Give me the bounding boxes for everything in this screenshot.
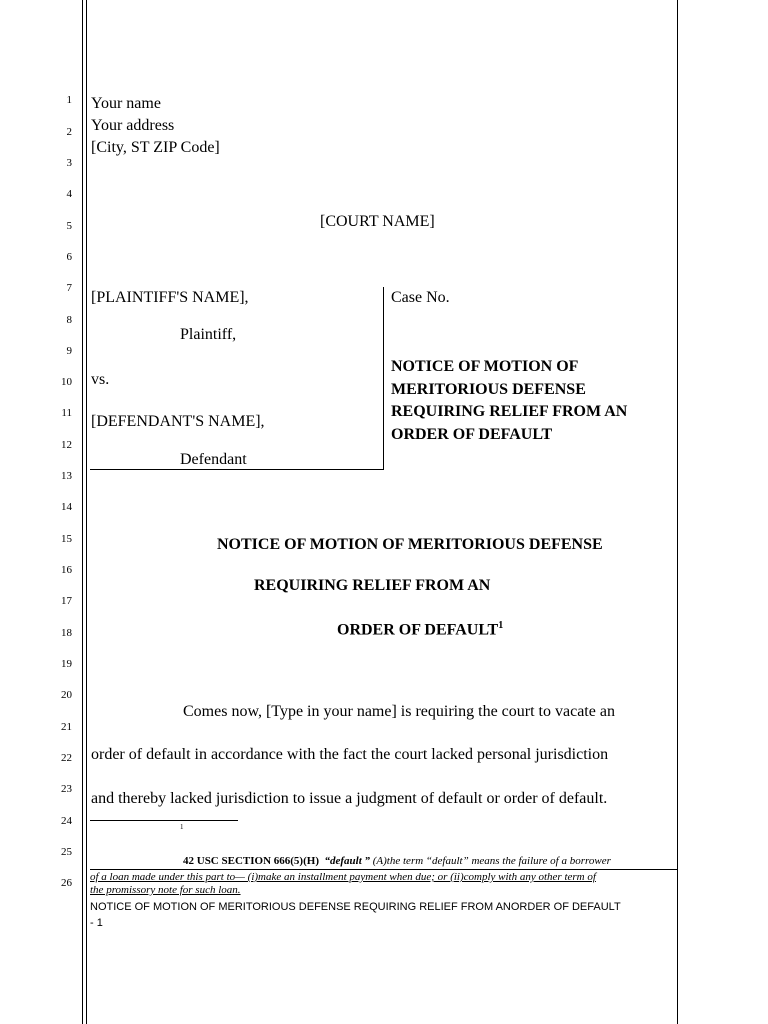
title-line-1: NOTICE OF MOTION OF MERITORIOUS DEFENSE xyxy=(217,536,603,553)
line-number: 23 xyxy=(61,783,72,795)
footnote-line-1 xyxy=(183,855,611,867)
title-line-2: REQUIRING RELIEF FROM AN xyxy=(254,577,491,594)
line-number: 12 xyxy=(61,439,72,451)
defendant-name: [DEFENDANT'S NAME], xyxy=(91,413,265,430)
line-number: 11 xyxy=(61,407,72,419)
body-line-3: and thereby lacked jurisdiction to issue a judgment of default or order of default. xyxy=(91,790,608,807)
title-line-3 xyxy=(337,620,503,639)
line-number: 25 xyxy=(61,846,72,858)
party-city-state-zip: [City, ST ZIP Code] xyxy=(91,139,220,156)
line-number: 2 xyxy=(66,126,72,138)
left-margin-rule-inner xyxy=(86,0,87,1024)
caption-bottom-rule xyxy=(90,469,384,470)
line-number: 4 xyxy=(66,188,72,200)
plaintiff-role: Plaintiff, xyxy=(180,326,237,343)
footnote-text-1: (A)the term “default” means the failure of a borrower xyxy=(372,855,611,867)
line-number: 26 xyxy=(61,877,72,889)
line-number: 6 xyxy=(66,251,72,263)
line-number: 7 xyxy=(66,282,72,294)
body-line-2: order of default in accordance with the fact the court lacked personal jurisdiction xyxy=(91,746,609,763)
footnote-rule xyxy=(90,869,677,870)
line-number: 5 xyxy=(66,220,72,232)
page-number: - 1 xyxy=(90,917,103,929)
line-number: 15 xyxy=(61,533,72,545)
line-number: 3 xyxy=(66,157,72,169)
caption-title-line: MERITORIOUS DEFENSE xyxy=(391,380,586,398)
caption-title-line: ORDER OF DEFAULT xyxy=(391,425,553,443)
line-number: 17 xyxy=(61,595,72,607)
footnote-marker: 1 xyxy=(180,823,184,831)
caption-vertical-divider xyxy=(383,287,384,470)
plaintiff-name: [PLAINTIFF'S NAME], xyxy=(91,289,249,306)
footnote-reference: 1 xyxy=(498,620,504,631)
line-number: 14 xyxy=(61,501,72,513)
footnote-term: “default ” xyxy=(324,855,371,867)
right-margin-rule xyxy=(677,0,678,1024)
footnote-separator xyxy=(90,820,238,821)
caption-title-line: NOTICE OF MOTION OF xyxy=(391,358,579,375)
line-number: 13 xyxy=(61,470,72,482)
body-line-1: Comes now, [Type in your name] is requiring the court to vacate an xyxy=(183,703,615,720)
versus-label: vs. xyxy=(91,371,110,388)
line-number: 1 xyxy=(66,94,72,106)
footnote-text-2: of a loan made under this part to— (i)make an installment payment when due; or (ii)comply with any other term of xyxy=(90,871,596,883)
case-number-label: Case No. xyxy=(391,289,450,306)
line-number: 18 xyxy=(61,627,72,639)
line-number: 19 xyxy=(61,658,72,670)
line-number: 8 xyxy=(66,314,72,326)
line-number: 9 xyxy=(66,345,72,357)
footnote-citation: 42 USC SECTION 666(5)(H) xyxy=(183,855,319,867)
line-number: 22 xyxy=(61,752,72,764)
footer-title: NOTICE OF MOTION OF MERITORIOUS DEFENSE REQUIRING RELIEF FROM ANORDER OF DEFAULT xyxy=(90,901,621,913)
line-number: 21 xyxy=(61,721,72,733)
footnote-text-3: the promissory note for such loan. xyxy=(90,884,241,896)
defendant-role: Defendant xyxy=(180,451,247,468)
court-name: [COURT NAME] xyxy=(320,213,435,230)
caption-title xyxy=(391,356,627,446)
line-number: 16 xyxy=(61,564,72,576)
left-margin-rule-outer xyxy=(82,0,83,1024)
party-address: Your address xyxy=(91,117,175,134)
title-line-3-text: ORDER OF DEFAULT xyxy=(337,621,499,639)
line-number: 20 xyxy=(61,689,72,701)
caption-title-line: REQUIRING RELIEF FROM AN xyxy=(391,403,628,420)
line-number: 24 xyxy=(61,815,72,827)
line-number: 10 xyxy=(61,376,72,388)
party-name: Your name xyxy=(91,95,161,112)
